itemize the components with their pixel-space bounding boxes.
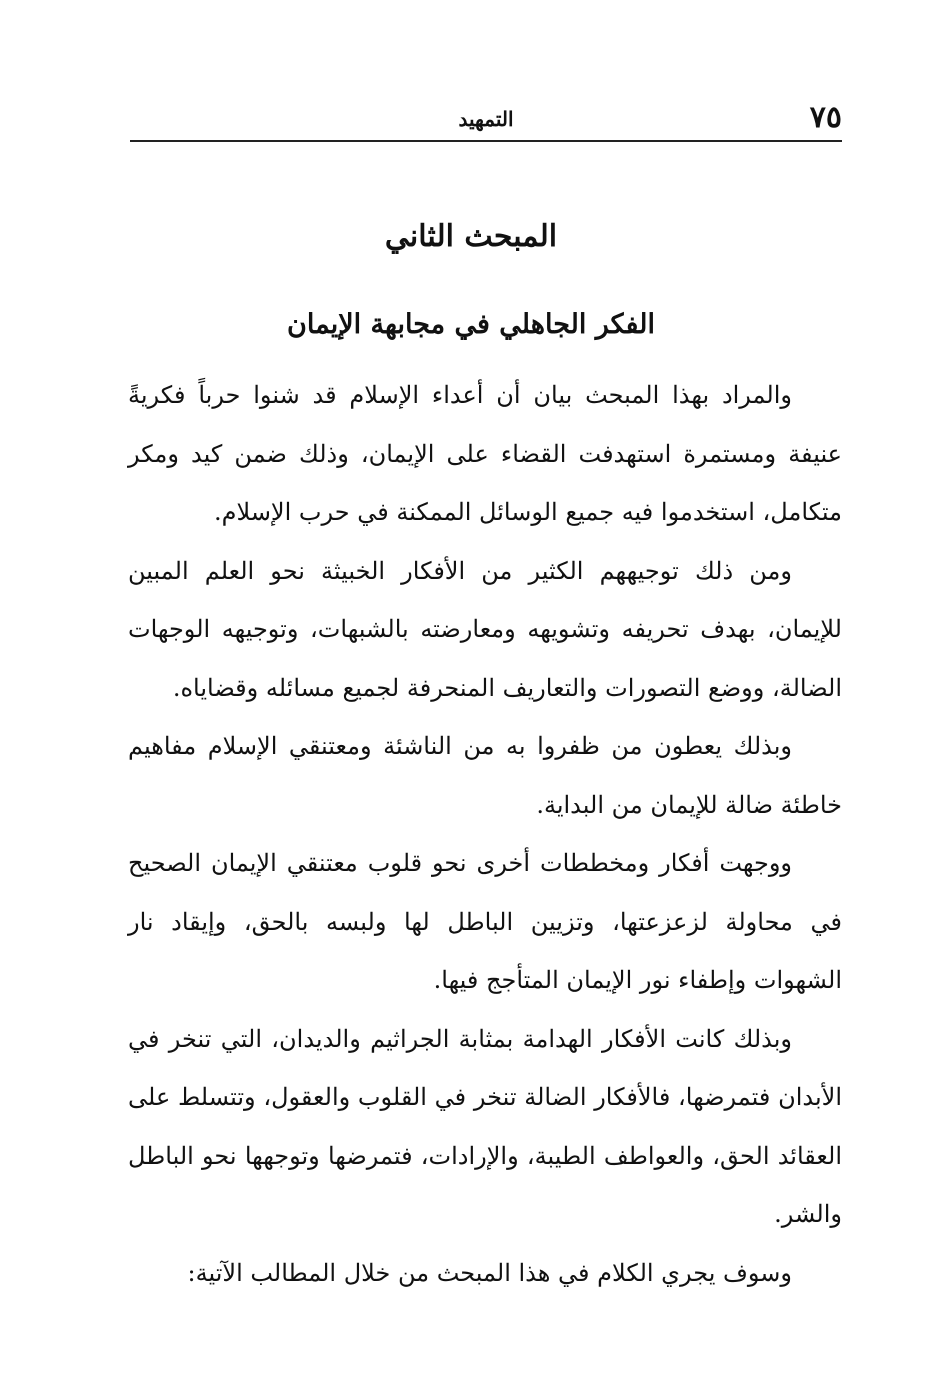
paragraph: وسوف يجري الكلام في هذا المبحث من خلال المطالب الآتية: bbox=[187, 1258, 792, 1287]
running-title: التمهيد bbox=[458, 107, 514, 131]
section-title: المبحث الثاني bbox=[384, 219, 558, 254]
page-header bbox=[130, 98, 842, 142]
page-number: ٧٥ bbox=[809, 100, 842, 135]
paragraph: والمراد بهذا المبحث بيان أن أعداء الإسلام قد شنوا حرباً فكريةً عنيفة ومستمرة استهدفت القضاء على الإيمان، وذلك ضمن كيد ومكر متكامل، استخدموا فيه جميع الوسائل الممكنة في حرب الإسلام. bbox=[128, 381, 842, 526]
section-subtitle: الفكر الجاهلي في مجابهة الإيمان bbox=[287, 309, 655, 340]
paragraph: ووجهت أفكار ومخططات أخرى نحو قلوب معتنقي الإيمان الصحيح في محاولة لزعزعتها، وتزيين الباطل لها ولبسه بالحق، وإيقاد نار الشهوات وإطفاء نور الإيمان المتأجج فيها. bbox=[128, 849, 842, 994]
paragraph: ومن ذلك توجيههم الكثير من الأفكار الخبيثة نحو العلم المبين للإيمان، بهدف تحريفه وتشويهه ومعارضته بالشبهات، وتوجيهه الوجهات الضالة، ووضع التصورات والتعاريف المنحرفة لجميع مسائله وقضاياه. bbox=[128, 556, 842, 702]
body-text bbox=[128, 366, 842, 1302]
paragraph: وبذلك كانت الأفكار الهدامة بمثابة الجراثيم والديدان، التي تنخر في الأبدان فتمرضها، فالأفكار الضالة تنخر في القلوب والعقول، وتتسلط على العقائد الحق، والعواطف الطيبة، والإرادات، فتمرضها وتوجهها نحو الباطل والشر. bbox=[128, 1024, 842, 1228]
paragraph: وبذلك يعطون من ظفروا به من الناشئة ومعتنقي الإسلام مفاهيم خاطئة ضالة للإيمان من البداية. bbox=[128, 732, 842, 819]
